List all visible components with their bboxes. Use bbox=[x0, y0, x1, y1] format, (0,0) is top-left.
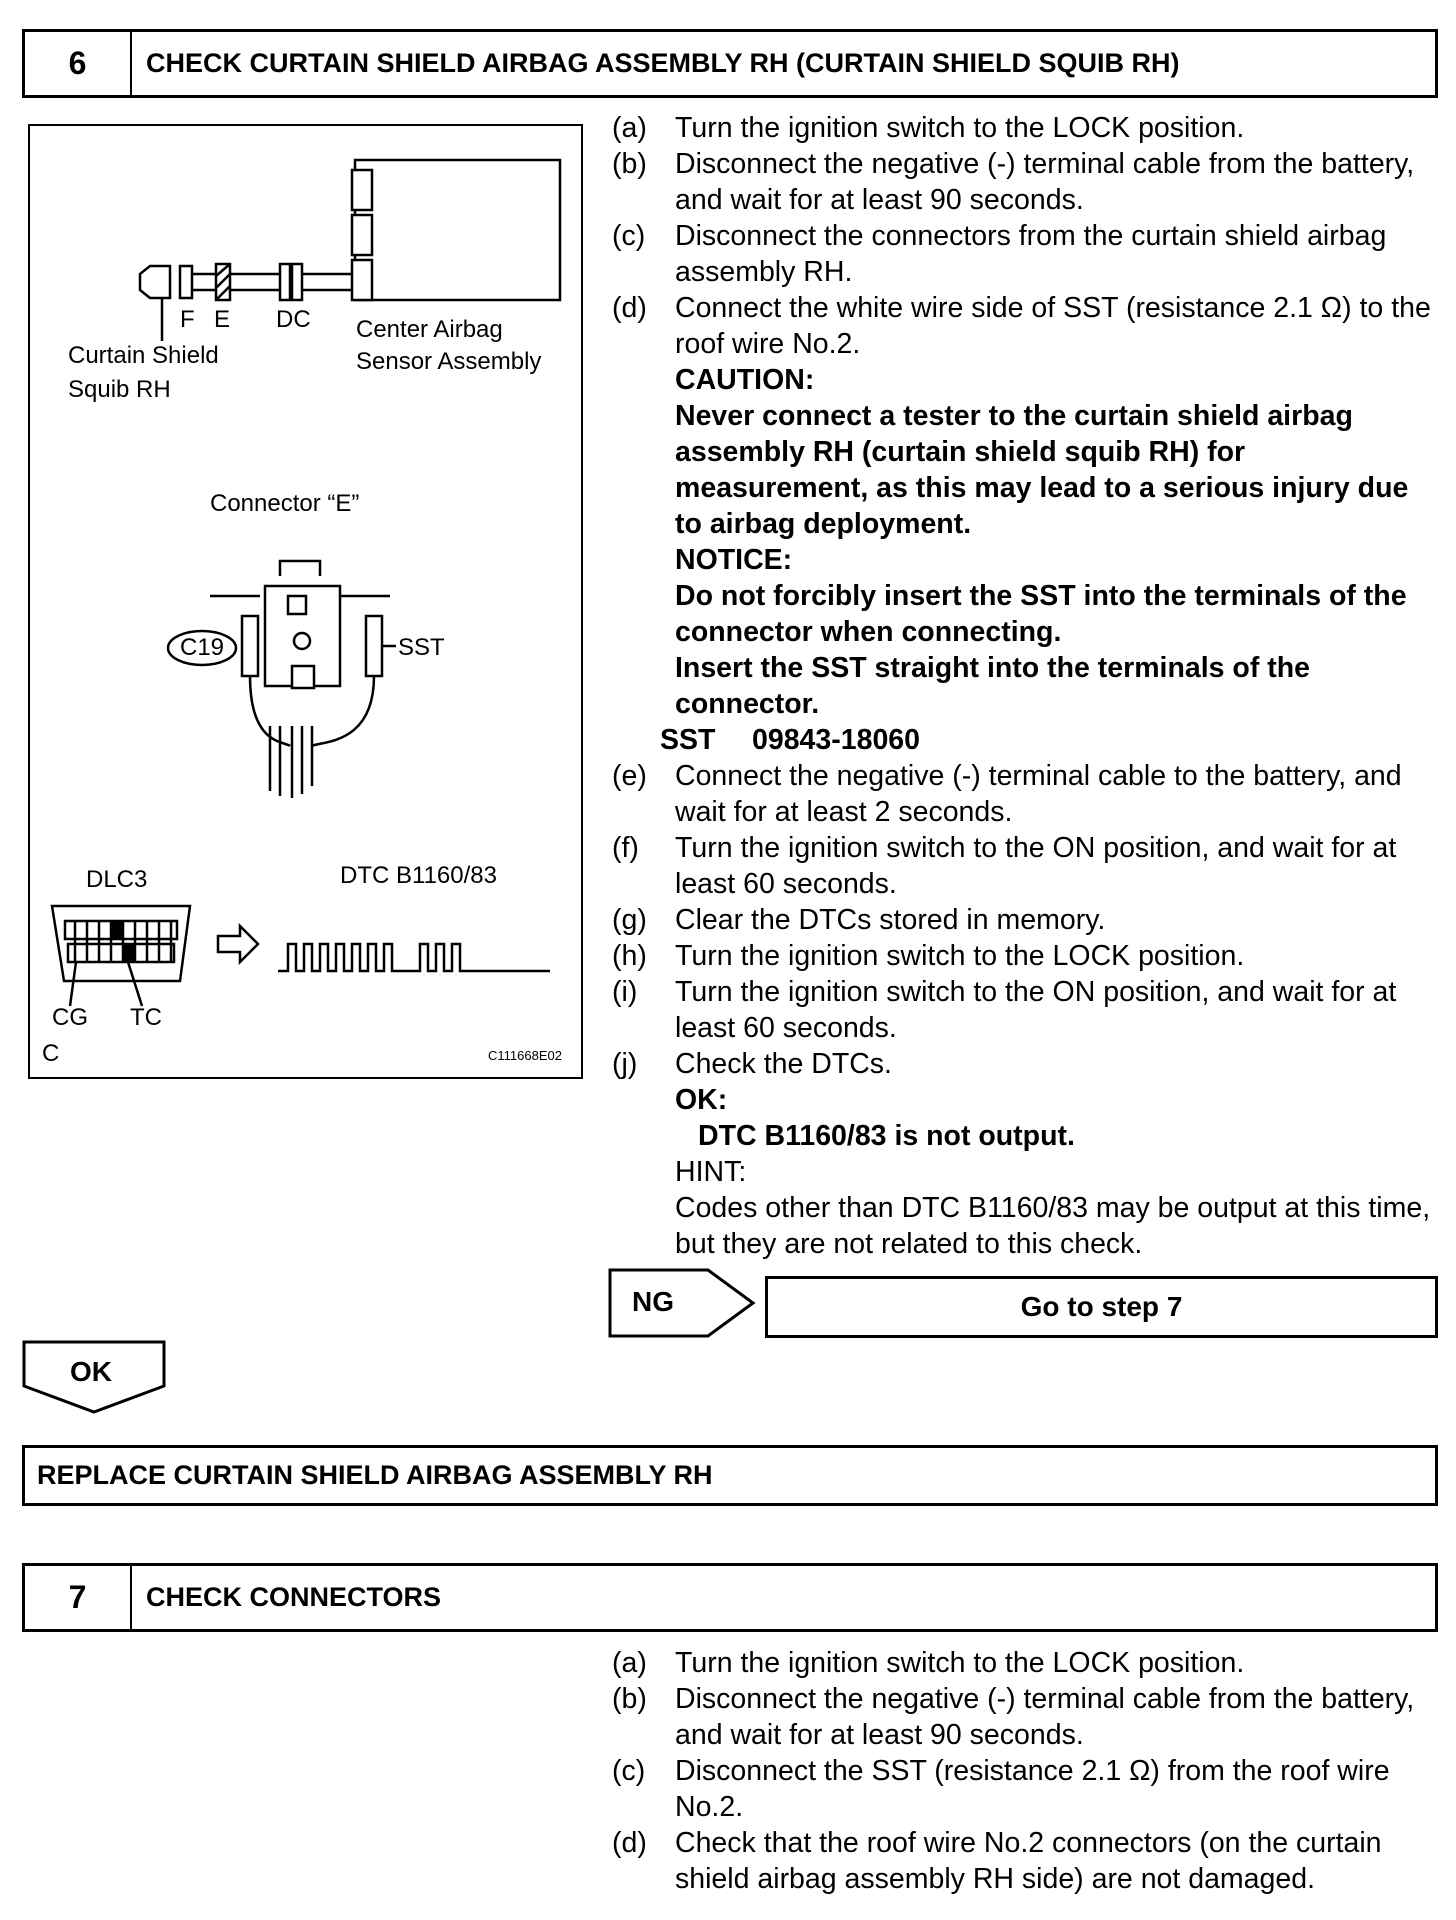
step6-item-e: (e) Connect the negative (-) terminal cable to the battery, and wait for at least 2 seconds. bbox=[612, 760, 1402, 828]
step-number: 6 bbox=[25, 32, 132, 95]
label-connector-e: Connector “E” bbox=[210, 490, 360, 517]
ng-target-text: Go to step 7 bbox=[1020, 1291, 1183, 1322]
step6-item-c: (c) Disconnect the connectors from the curtain shield airbag assembly RH. bbox=[612, 220, 1387, 288]
ng-arrow-shape bbox=[608, 1268, 758, 1340]
sst-number: 09843-18060 bbox=[752, 724, 920, 756]
step6-item-g: (g) Clear the DTCs stored in memory. bbox=[612, 904, 1106, 936]
step6-item-b: (b) Disconnect the negative (-) terminal cable from the battery, and wait for at least 90 seconds. bbox=[612, 148, 1415, 216]
label-dc: DC bbox=[276, 306, 311, 333]
label-f: F bbox=[180, 306, 195, 333]
caution-heading: CAUTION: bbox=[675, 364, 815, 396]
label-center-airbag-line2: Sensor Assembly bbox=[356, 348, 542, 375]
step-title: CHECK CURTAIN SHIELD AIRBAG ASSEMBLY RH (CURTAIN SHIELD SQUIB RH) bbox=[146, 48, 1180, 78]
label-dtc: DTC B1160/83 bbox=[340, 862, 497, 889]
hint-text: Codes other than DTC B1160/83 may be output at this time, but they are not related to this check. bbox=[675, 1192, 1431, 1260]
ng-target-box[interactable] bbox=[765, 1276, 1438, 1338]
step6-item-d: (d) Connect the white wire side of SST (resistance 2.1 Ω) to the roof wire No.2. bbox=[612, 292, 1431, 360]
label-e: E bbox=[214, 306, 231, 333]
notice-text-1: Do not forcibly insert the SST into the terminals of the connector when connecting. bbox=[675, 580, 1407, 648]
label-dlc3: DLC3 bbox=[86, 866, 148, 893]
step-6-header bbox=[22, 29, 1438, 98]
step6-item-f: (f) Turn the ignition switch to the ON position, and wait for at least 60 seconds. bbox=[612, 832, 1397, 900]
notice-heading: NOTICE: bbox=[675, 544, 793, 576]
label-center-airbag-line1: Center Airbag bbox=[356, 316, 503, 343]
step7-item-a: (a) Turn the ignition switch to the LOCK position. bbox=[612, 1647, 1245, 1679]
step-title: CHECK CONNECTORS bbox=[146, 1582, 442, 1612]
sst-label: SST bbox=[660, 724, 716, 756]
step7-item-b: (b) Disconnect the negative (-) terminal cable from the battery, and wait for at least 90 seconds. bbox=[612, 1683, 1415, 1751]
label-curtain-shield-line2: Squib RH bbox=[68, 376, 171, 403]
step6-item-a: (a) Turn the ignition switch to the LOCK position. bbox=[612, 112, 1245, 144]
label-curtain-shield-line1: Curtain Shield bbox=[68, 342, 219, 369]
step6-item-h: (h) Turn the ignition switch to the LOCK position. bbox=[612, 940, 1245, 972]
step7-item-d: (d) Check that the roof wire No.2 connectors (on the curtain shield airbag assembly RH side) are not damaged. bbox=[612, 1827, 1382, 1895]
step-number: 7 bbox=[25, 1566, 132, 1629]
step-7-header bbox=[22, 1563, 1438, 1632]
notice-text-2: Insert the SST straight into the terminals of the connector. bbox=[675, 652, 1310, 720]
label-cg: CG bbox=[52, 1004, 88, 1031]
ok-label: OK bbox=[70, 1356, 112, 1387]
result-text: REPLACE CURTAIN SHIELD AIRBAG ASSEMBLY RH bbox=[37, 1460, 713, 1490]
label-c: C bbox=[42, 1040, 60, 1067]
label-sst: SST bbox=[398, 634, 445, 661]
ok-heading: OK: bbox=[675, 1084, 728, 1116]
step7-item-c: (c) Disconnect the SST (resistance 2.1 Ω) from the roof wire No.2. bbox=[612, 1755, 1390, 1823]
wiring-diagram bbox=[30, 126, 581, 1077]
label-c19: C19 bbox=[180, 634, 225, 661]
step6-item-i: (i) Turn the ignition switch to the ON position, and wait for at least 60 seconds. bbox=[612, 976, 1397, 1044]
caution-text: Never connect a tester to the curtain shield airbag assembly RH (curtain shield squib RH) for measurement, as this may lead to a serious injury due to airbag deployment. bbox=[675, 400, 1409, 540]
illustration bbox=[28, 124, 583, 1079]
result-box bbox=[22, 1445, 1438, 1506]
label-tc: TC bbox=[130, 1004, 162, 1031]
hint-heading: HINT: bbox=[675, 1156, 747, 1188]
figure-code: C111668E02 bbox=[488, 1048, 562, 1063]
ng-label: NG bbox=[632, 1286, 674, 1317]
ok-text: DTC B1160/83 is not output. bbox=[698, 1120, 1075, 1152]
step6-item-j: (j) Check the DTCs. bbox=[612, 1048, 892, 1080]
